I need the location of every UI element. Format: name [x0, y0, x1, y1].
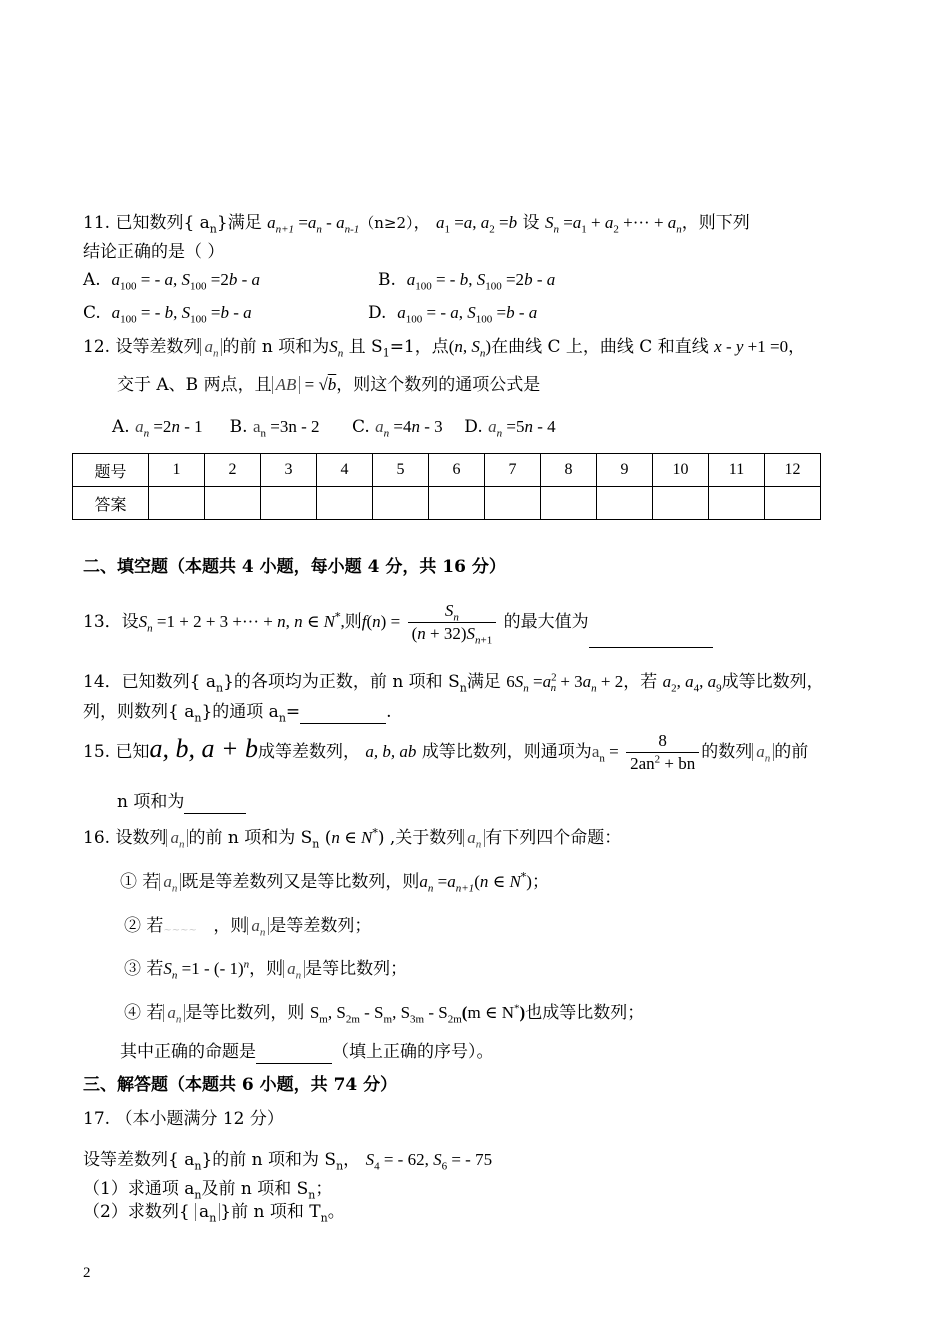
q11-line2: 结论正确的是（ ） [83, 242, 225, 262]
q11-line1: 11. 已知数列{ $a_n$}满足 $a_{n+1} =a_n - a_{n-1}(n\ge 2)$， $a_1 =a$, $a_2 =b$ 设 $S_n =a_1 + a_2$ +··· + $a_n$，则下列 [83, 213, 750, 236]
q17-stem: 设等差数列{ $a_n$}的前 n 项和为 $S_n$， $S_4$ = - 62, $S_6$ = - 75 [83, 1150, 493, 1173]
q12-line2: 交于 A、B 两点，且 AB = √b，则这个数列的通项公式是 [117, 375, 541, 395]
page-number: 2 [83, 1265, 91, 1281]
q14-line2: 列，则数列{ $a_n$}的通项 $a_n=$ . [83, 702, 392, 725]
q16-proposition-1: ① 若 $a_n$ 既是等差数列又是等比数列，则$a_n =a_{n+1}(n$ ∈ N*)； [120, 870, 549, 895]
table-cell: 2 [205, 454, 261, 487]
answer-cell[interactable] [597, 487, 653, 520]
answer-table [72, 453, 821, 520]
q16-proposition-3: ③ 若$S_n =1$ - (- 1)$^n$，则 $a_n$ 是等比数列； [124, 958, 408, 982]
q11-option-a: A. $a_{100}$ = - a, $S_{100} =2b - a$ [83, 270, 261, 293]
section-3-heading: 三、解答题（本题共 6 小题，共 74 分） [83, 1075, 398, 1095]
section-2-heading: 二、填空题（本题共 4 小题，每小题 4 分，共 16 分） [83, 557, 506, 577]
table-cell: 10 [653, 454, 709, 487]
q16-intro: 16. 设数列 $a_n$ 的前 n 项和为 $S_n$ (n ∈ N*) ,关于数列 $a_n$ 有下列四个命题： [83, 826, 622, 851]
q16-answer-blank[interactable] [256, 1045, 332, 1064]
answer-cell[interactable] [429, 487, 485, 520]
answer-cell[interactable] [149, 487, 205, 520]
answer-cell[interactable] [485, 487, 541, 520]
q11-option-c: C. $a_{100}$ = - b, $S_{100} =b - a$ [83, 303, 252, 326]
q15-line1: 15. 已知a, b, a + b成等差数列， a, b, ab 成等比数列，则通项为$a_n$ = $\frac{8}{2an^2 + bn}$ 的数列 $a_n$ 的前 [83, 731, 809, 773]
q15-line2: n 项和为 [117, 790, 246, 814]
answer-cell[interactable] [541, 487, 597, 520]
answer-cell[interactable] [261, 487, 317, 520]
q13-answer-blank[interactable] [589, 627, 713, 648]
table-cell: 9 [597, 454, 653, 487]
table-row [73, 454, 821, 487]
q15-answer-blank[interactable] [184, 795, 246, 814]
faded-formula: ~~~~ [163, 924, 197, 936]
table-label-number: 题号 [73, 454, 149, 487]
table-cell: 1 [149, 454, 205, 487]
answer-cell[interactable] [765, 487, 821, 520]
answer-cell[interactable] [205, 487, 261, 520]
table-cell: 3 [261, 454, 317, 487]
answer-cell[interactable] [317, 487, 373, 520]
q13: 13．设$S_n =1 + 2 + 3$ +··· + n, n ∈ N*,则f(n) = $\frac{S_n}{(n + 32)S_{n+1}}$ 的最大值为 [83, 596, 713, 648]
q12-options: A. $a_n =2n - 1$ B. $a_n =3n - 2$ C. $a_n =4n - 3$ D. $a_n =5n - 4$ [112, 417, 556, 440]
q11-option-d: D. $a_{100}$ = - a, $S_{100} =b - a$ [368, 303, 538, 326]
q12-line1: 12. 设等差数列 $a_n$ 的前 n 项和为$S_n$ 且 $S_1=1$，点(n, $S_n$)在曲线 C 上，曲线 C 和直线 x - y +1 =0， [83, 337, 806, 360]
table-cell: 4 [317, 454, 373, 487]
q16-proposition-4: ④ 若 $a_n$ 是等比数列，则 $S_m$, $S_{2m} - S_m$, $S_{3m} - S_{2m}(m$ ∈ N*)也成等比数列； [124, 1002, 645, 1026]
table-cell: 6 [429, 454, 485, 487]
q14-line1: 14．已知数列{ $a_n$}的各项均为正数，前 n 项和 $S_n$满足 $6S_n =a^2_n + 3a_n + 2$，若 $a_2$, $a_4$, $a_9$成等比数列， [83, 671, 824, 695]
q11-option-b: B. $a_{100}$ = - b, $S_{100} =2b - a$ [378, 270, 556, 293]
q16-conclusion: 其中正确的命题是 （填上正确的序号）。 [120, 1042, 494, 1062]
table-label-answer: 答案 [73, 487, 149, 520]
answer-cell[interactable] [373, 487, 429, 520]
q17-part-1: （1）求通项 $a_n$及前 n 项和 $S_n$； [83, 1179, 333, 1202]
q14-answer-blank[interactable] [300, 705, 386, 724]
table-cell: 12 [765, 454, 821, 487]
table-cell: 8 [541, 454, 597, 487]
q17-part-2: （2）求数列{ $a_n$ }前 n 项和 $T_n$。 [83, 1202, 345, 1225]
table-cell: 7 [485, 454, 541, 487]
q16-proposition-2: ② 若~~~~ ，则 $a_n$ 是等差数列； [124, 916, 372, 939]
q17-header: 17. （本小题满分 12 分） [83, 1109, 284, 1129]
table-cell: 11 [709, 454, 765, 487]
answer-cell[interactable] [653, 487, 709, 520]
answer-cell[interactable] [709, 487, 765, 520]
table-cell: 5 [373, 454, 429, 487]
table-row [73, 487, 821, 520]
